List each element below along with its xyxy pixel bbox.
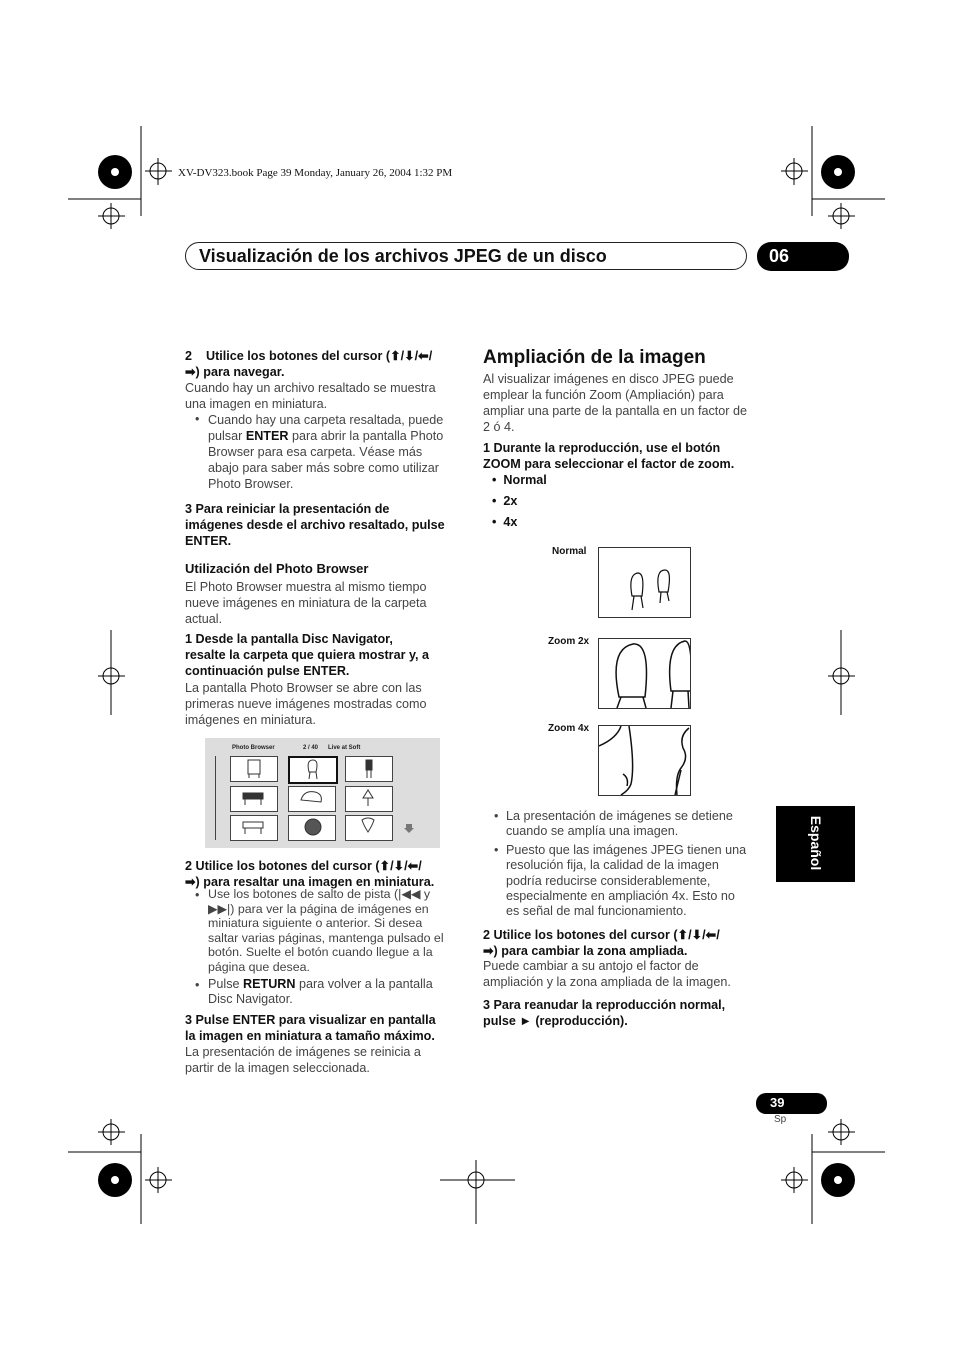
bullet-dot: • xyxy=(494,843,499,857)
pb-step-1-text: La pantalla Photo Browser se abre con las primeras nueve imágenes mostradas como imágenes en miniatura. xyxy=(185,681,427,727)
zoom-step-2: 2 Utilice los botones del cursor (⬆/⬇/⬅/ ➡) para cambiar la zona ampliada. xyxy=(483,928,720,958)
pb-step-1: 1 Desde la pantalla Disc Navigator, resalte la carpeta que quiera mostrar y, a continuación pulse ENTER. xyxy=(185,632,430,678)
chapter-number: 06 xyxy=(769,246,790,266)
left-step-3: 3 Para reiniciar la presentación de imágenes desde el archivo resaltado, pulse ENTER. xyxy=(185,502,445,548)
pb-screen-folder: Live at Soft xyxy=(328,745,361,751)
left-step-2-bullet: Cuando hay una carpeta resaltada, puede pulsar ENTER para abrir la pantalla Photo Browser para esa carpeta. Véase más abajo para saber más sobre como utilizar Photo Browser. xyxy=(208,413,444,491)
language-tab-label: Español xyxy=(808,815,824,871)
book-info-line: XV-DV323.book Page 39 Monday, January 26, 2004 1:32 PM xyxy=(178,167,453,179)
zoom-intro: Al visualizar imágenes en disco JPEG puede emplear la función Zoom (Ampliación) para ampliar una parte de la pantalla en un factor de 2 ó 4. xyxy=(483,372,747,434)
photo-browser-text: El Photo Browser muestra al mismo tiempo nueve imágenes en miniatura de la carpeta actual. xyxy=(185,580,427,626)
zoom-step-2-text: Puede cambiar a su antojo el factor de ampliación y la zona ampliada de la imagen. xyxy=(483,959,731,989)
zoom-option-2x: • 2x xyxy=(492,494,518,508)
zoom-step-3: 3 Para reanudar la reproducción normal, pulse ► (reproducción). xyxy=(483,998,726,1028)
bullet-dot: • xyxy=(195,978,200,992)
zoom-step-1: 1 Durante la reproducción, use el botón ZOOM para seleccionar el factor de zoom. xyxy=(483,441,735,471)
pb-screen-count: 2 / 40 xyxy=(303,745,319,751)
zoom-option-normal: • Normal xyxy=(492,473,547,487)
zoom-image-2x xyxy=(598,638,691,709)
zoom-label-4x: Zoom 4x xyxy=(548,723,590,734)
bullet-dot: • xyxy=(195,412,200,426)
pb-screen-label: Photo Browser xyxy=(232,745,275,751)
zoom-label-2x: Zoom 2x xyxy=(548,636,590,647)
pb-step-2: 2 Utilice los botones del cursor (⬆/⬇/⬅/ ➡) para resaltar una imagen en miniatura. xyxy=(185,859,435,889)
left-step-2-text: Cuando hay un archivo resaltado se muestra una imagen en miniatura. xyxy=(185,381,436,411)
pb-step-2-bullet-1: Use los botones de salto de pista (|◀◀ y ▶▶|) para ver la página de imágenes en miniatura siguiente o anterior. Si desea saltar varias páginas, mantenga pulsado el botón. Suelte el botón cuando llegue a la página que desea. xyxy=(208,887,444,974)
zoom-option-4x: • 4x xyxy=(492,515,518,529)
page-number-badge xyxy=(756,1093,827,1114)
page-number: 39 xyxy=(770,1095,785,1110)
zoom-image-normal xyxy=(598,547,691,618)
left-step-2-heading: 2 Utilice los botones del cursor (⬆/⬇/⬅/ ➡) para navegar. xyxy=(185,349,433,379)
bullet-dot: • xyxy=(494,809,499,823)
photo-browser-heading: Utilización del Photo Browser xyxy=(185,561,369,576)
thumbnail-drawings xyxy=(205,738,440,848)
photo-browser-screen xyxy=(205,738,440,848)
pb-step-3-text: La presentación de imágenes se reinicia a partir de la imagen seleccionada. xyxy=(185,1045,421,1075)
section-heading: Ampliación de la imagen xyxy=(483,347,706,368)
page-title: Visualización de los archivos JPEG de un disco xyxy=(199,246,607,266)
zoom-image-4x xyxy=(598,725,691,796)
pb-step-2-bullet-2: Pulse RETURN para volver a la pantalla Disc Navigator. xyxy=(208,977,433,1006)
zoom-label-normal: Normal xyxy=(552,546,587,557)
bullet-dot: • xyxy=(195,888,200,902)
language-code: Sp xyxy=(774,1114,787,1125)
zoom-bullet-2: Puesto que las imágenes JPEG tienen una resolución fija, la calidad de la imagen podría reducirse considerablemente, especialmente en ampliación 4x. Esto no es señal de mal funcionamiento. xyxy=(506,843,747,919)
pb-step-3: 3 Pulse ENTER para visualizar en pantalla la imagen en miniatura a tamaño máximo. xyxy=(185,1013,436,1043)
zoom-bullet-1: La presentación de imágenes se detiene cuando se amplía una imagen. xyxy=(506,809,733,838)
